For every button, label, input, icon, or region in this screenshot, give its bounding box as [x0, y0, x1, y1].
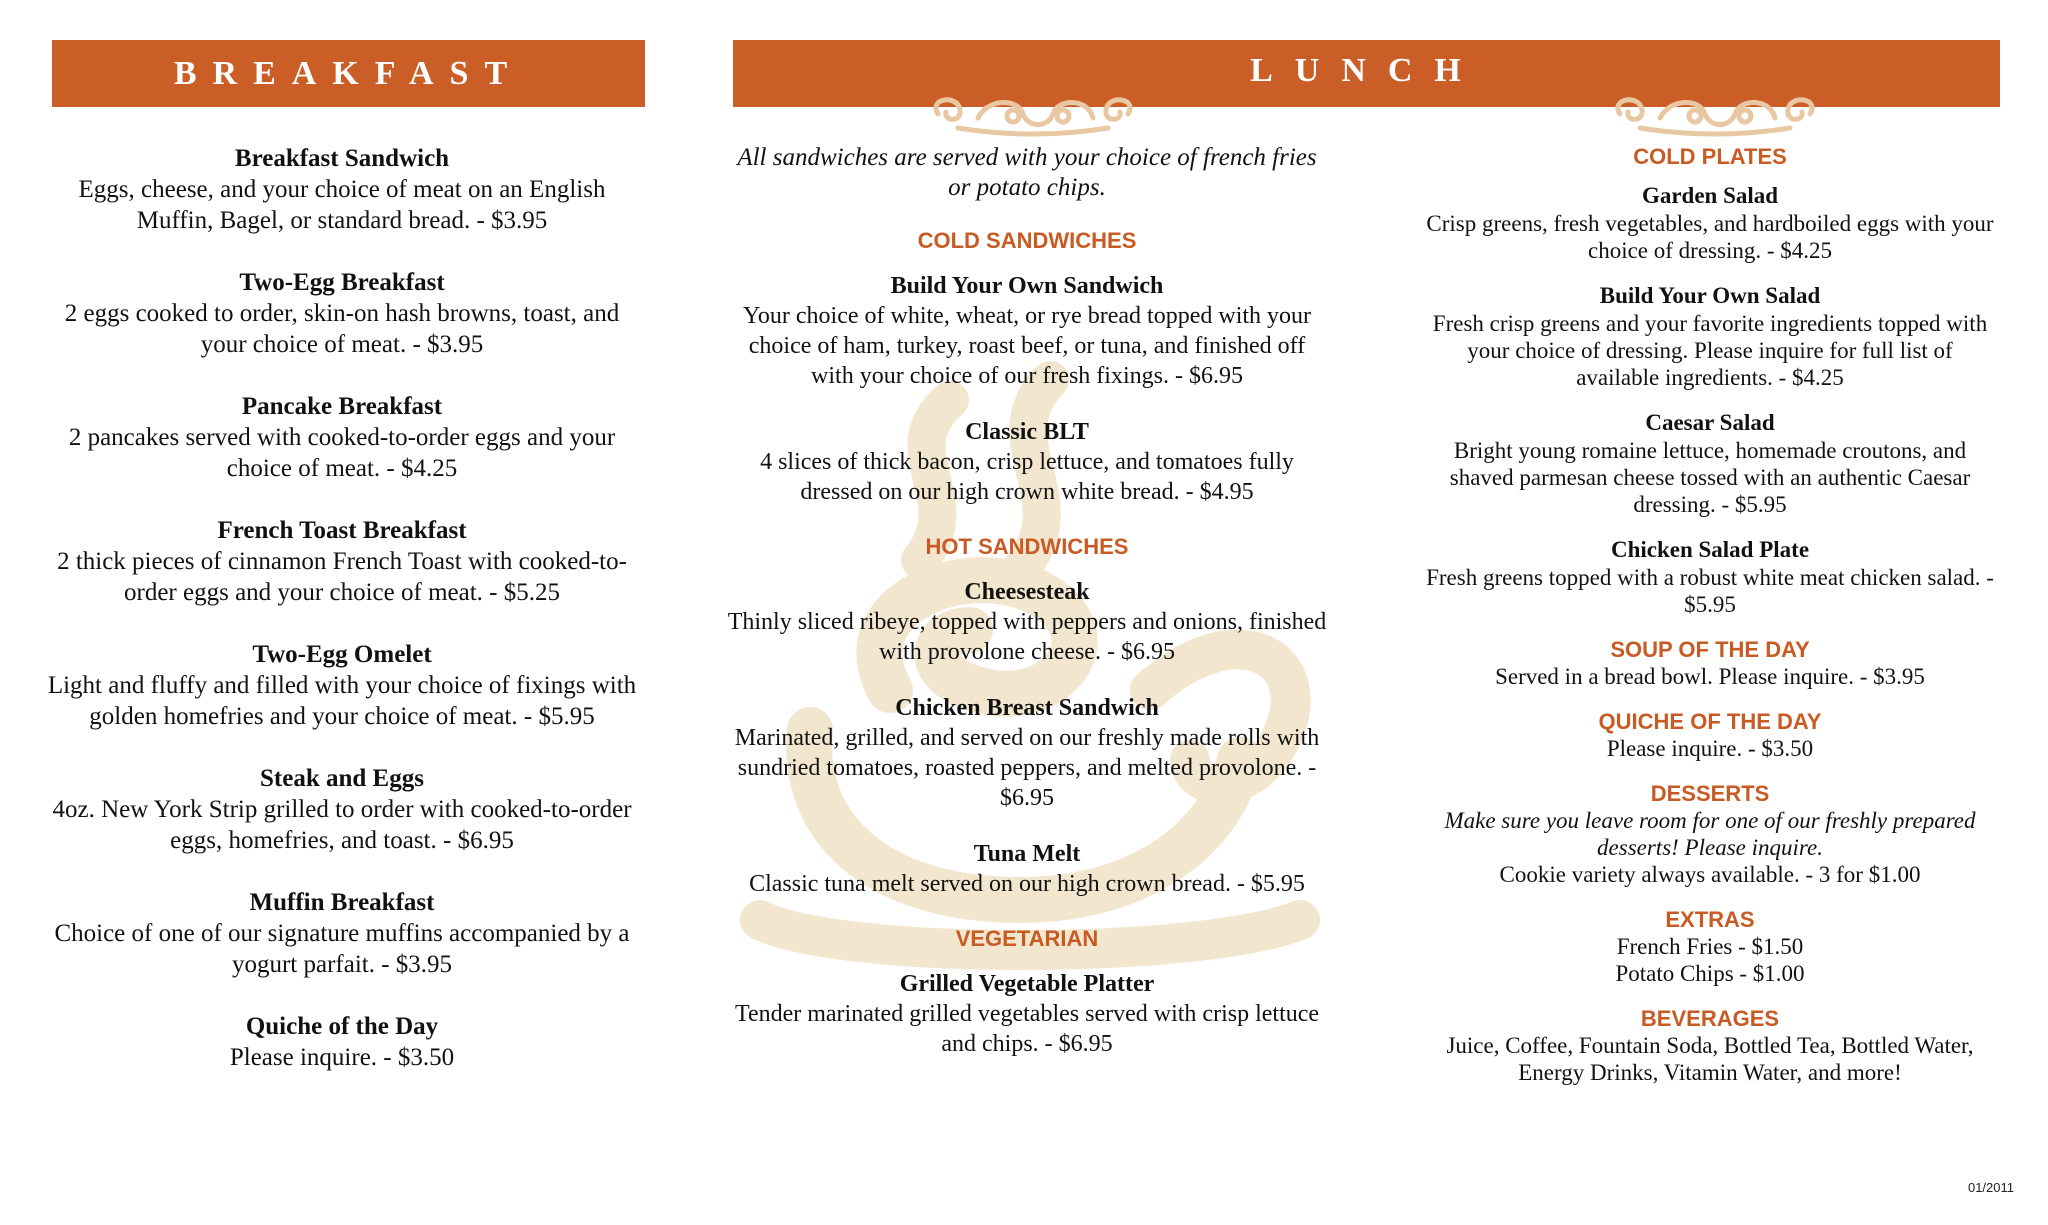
- section-heading-soup: SOUP OF THE DAY: [1610, 637, 1810, 662]
- lunch-title: LUNCH: [1250, 52, 1483, 89]
- item-description: Light and fluffy and filled with your choice of fixings with golden homefries and your choice of meat. - $5.95: [47, 672, 637, 730]
- menu-item: [1425, 282, 1995, 391]
- item-name: Garden Salad: [1641, 183, 1779, 208]
- section-heading-cold-sandwiches: COLD SANDWICHES: [917, 228, 1137, 253]
- menu-item: [727, 693, 1327, 813]
- item-description: Your choice of white, wheat, or rye bread topped with your choice of ham, turkey, roast beef, or tuna, and finished off with your choice of our fresh fixings. - $6.95: [742, 303, 1312, 389]
- item-description: Bright young romaine lettuce, homemade croutons, and shaved parmesan cheese tossed with an authentic Caesar dressing. - $5.95: [1449, 438, 1971, 517]
- menu-item: [42, 391, 642, 484]
- item-name: Caesar Salad: [1645, 410, 1775, 435]
- scroll-ornament-icon: [1600, 88, 1830, 140]
- breakfast-title: BREAKFAST: [173, 54, 524, 92]
- item-name: Build Your Own Salad: [1599, 283, 1821, 308]
- breakfast-column: [42, 143, 642, 1104]
- quiche-block: [1425, 708, 1995, 762]
- menu-item: [42, 143, 642, 236]
- item-name: Chicken Breast Sandwich: [895, 695, 1159, 721]
- menu-item: [727, 839, 1327, 899]
- section-heading-hot-sandwiches: HOT SANDWICHES: [925, 534, 1129, 559]
- section-heading-beverages: BEVERAGES: [1640, 1006, 1780, 1031]
- item-name: Grilled Vegetable Platter: [899, 971, 1155, 997]
- menu-item: [42, 267, 642, 360]
- menu-item: [42, 763, 642, 856]
- item-description: 4oz. New York Strip grilled to order with cooked-to-order eggs, homefries, and toast. - $6.95: [52, 796, 632, 854]
- menu-item: [42, 887, 642, 980]
- menu-item: [1425, 182, 1995, 264]
- item-description: Eggs, cheese, and your choice of meat on an English Muffin, Bagel, or standard bread. - $3.95: [78, 176, 606, 234]
- item-description: Fresh greens topped with a robust white meat chicken salad. - $5.95: [1426, 565, 1994, 617]
- item-description: Marinated, grilled, and served on our freshly made rolls with sundried tomatoes, roasted peppers, and melted provolone. - $6.95: [734, 725, 1320, 811]
- menu-item: [42, 639, 642, 732]
- item-name: Build Your Own Sandwich: [890, 273, 1164, 299]
- item-description: 4 slices of thick bacon, crisp lettuce, and tomatoes fully dressed on our high crown white bread. - $4.95: [760, 449, 1294, 505]
- item-description: Tender marinated grilled vegetables served with crisp lettuce and chips. - $6.95: [734, 1001, 1320, 1057]
- item-description: 2 eggs cooked to order, skin-on hash browns, toast, and your choice of meat. - $3.95: [64, 300, 620, 358]
- desserts-block: [1425, 780, 1995, 888]
- menu-item: [727, 969, 1327, 1059]
- item-name: Tuna Melt: [973, 841, 1081, 867]
- section-heading-desserts: DESSERTS: [1650, 781, 1770, 806]
- sandwich-intro-note: All sandwiches are served with your choice of french fries or potato chips.: [737, 144, 1317, 201]
- quiche-description: Please inquire. - $3.50: [1606, 736, 1814, 761]
- section-heading-quiche: QUICHE OF THE DAY: [1598, 709, 1822, 734]
- menu-item: [727, 417, 1327, 507]
- item-name: Two-Egg Omelet: [252, 641, 432, 668]
- menu-item: [1425, 536, 1995, 618]
- item-name: Two-Egg Breakfast: [239, 269, 445, 296]
- item-name: Muffin Breakfast: [249, 889, 435, 916]
- desserts-note: Make sure you leave room for one of our freshly prepared desserts! Please inquire.: [1444, 808, 1976, 860]
- item-name: Quiche of the Day: [245, 1013, 439, 1040]
- item-name: Classic BLT: [965, 419, 1089, 445]
- section-heading-vegetarian: VEGETARIAN: [955, 926, 1099, 951]
- item-description: 2 thick pieces of cinnamon French Toast with cooked-to-order eggs and your choice of meat. - $5.25: [57, 548, 627, 606]
- item-name: Chicken Salad Plate: [1610, 537, 1810, 562]
- section-heading-extras: EXTRAS: [1665, 907, 1755, 932]
- lunch-plates-column: [1425, 143, 1995, 1104]
- item-description: Classic tuna melt served on our high crown bread. - $5.95: [749, 871, 1305, 897]
- extras-line: French Fries - $1.50: [1616, 934, 1804, 959]
- soup-description: Served in a bread bowl. Please inquire. - $3.95: [1495, 664, 1925, 689]
- menu-item: [727, 271, 1327, 391]
- item-name: Pancake Breakfast: [241, 393, 443, 420]
- beverages-description: Juice, Coffee, Fountain Soda, Bottled Tea, Bottled Water, Energy Drinks, Vitamin Water, and more!: [1446, 1033, 1974, 1085]
- extras-line: Potato Chips - $1.00: [1615, 961, 1805, 986]
- item-description: 2 pancakes served with cooked-to-order eggs and your choice of meat. - $4.25: [68, 424, 616, 482]
- lunch-sandwich-column: [727, 143, 1327, 1085]
- item-description: Fresh crisp greens and your favorite ingredients topped with your choice of dressing. Please inquire for full list of available ingredients. - $4.25: [1432, 311, 1988, 390]
- desserts-description: Cookie variety always available. - 3 for $1.00: [1499, 862, 1921, 887]
- menu-item: [42, 1011, 642, 1073]
- item-name: Cheesesteak: [964, 579, 1090, 605]
- soup-block: [1425, 636, 1995, 690]
- beverages-block: [1425, 1005, 1995, 1086]
- issue-date: 01/2011: [1967, 1180, 2014, 1195]
- item-name: French Toast Breakfast: [217, 517, 467, 544]
- menu-item: [42, 515, 642, 608]
- item-description: Choice of one of our signature muffins accompanied by a yogurt parfait. - $3.95: [54, 920, 630, 978]
- menu-item: [1425, 409, 1995, 518]
- section-heading-cold-plates: COLD PLATES: [1633, 144, 1787, 169]
- lunch-banner: [733, 40, 2000, 107]
- menu-item: [727, 577, 1327, 667]
- item-description: Please inquire. - $3.50: [229, 1044, 455, 1071]
- item-description: Crisp greens, fresh vegetables, and hardboiled eggs with your choice of dressing. - $4.25: [1426, 211, 1994, 263]
- breakfast-banner: [52, 40, 645, 107]
- extras-block: [1425, 906, 1995, 987]
- scroll-ornament-icon: [918, 88, 1148, 140]
- item-name: Breakfast Sandwich: [234, 145, 450, 172]
- item-description: Thinly sliced ribeye, topped with peppers and onions, finished with provolone cheese. - $6.95: [727, 609, 1327, 665]
- item-name: Steak and Eggs: [260, 765, 424, 792]
